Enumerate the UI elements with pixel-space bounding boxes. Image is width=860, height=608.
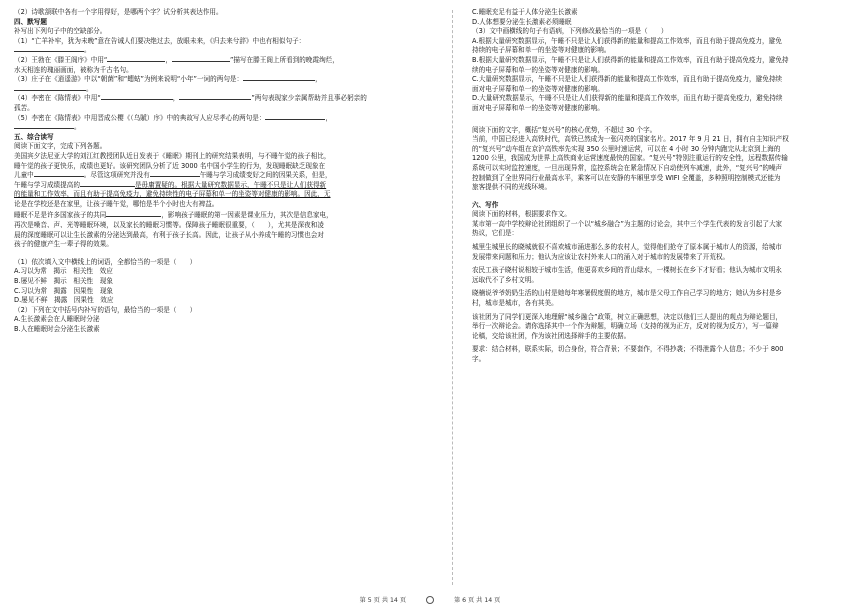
dictation-4-cont: 孤苦。: [14, 103, 34, 112]
right-page: [472, 8, 844, 365]
summary-task: 阅读下面的文字，概括“复兴号”的核心优势，不超过 30 个字。: [472, 125, 657, 134]
blank[interactable]: [14, 51, 84, 52]
dictation-1: （1）“亡羊补牢，犹为未晚”意在告诫人们要决绝过去，放眼未来，《归去来兮辞》中也有相似句子：: [14, 36, 306, 45]
section-6-heading: 六、写作: [472, 200, 499, 209]
option[interactable]: D.大量研究数据显示，午睡不只是让人们获得新的能量和提高工作效率，而且有助于提高免疫力，避免持续 面对电子屏幕和单一的坐姿等对健康的影响。: [472, 94, 783, 112]
blank[interactable]: [80, 186, 135, 187]
blank[interactable]: [34, 176, 84, 177]
writing-intro: 阅读下面的材料，根据要求作文。: [472, 210, 571, 219]
option[interactable]: B.根据大量研究数据显示，午睡不只是让人们获得新的能量和提高工作效率，而且有助于提高免疫力，避免持 续的电子屏幕和单一的坐姿等对健康的影响。: [472, 55, 789, 74]
blank[interactable]: [172, 61, 230, 62]
writing-material: 某市第一高中学校辩论社团组织了一个以“城乡融合”为主题的讨论会，其中三个学生代表的发言引起了大家 热议，它们是：: [472, 219, 783, 238]
question-2: （2）下列在文中括号内补写的语句，最恰当的一项是（ ）: [14, 305, 197, 314]
option[interactable]: A.生长激素会在人睡眠时分泌: [14, 315, 100, 324]
option[interactable]: A.根据大量研究数据显示，午睡不只是让人们获得新的能量和提高工作效率，而且有助于提高免疫力，避免 持续的电子屏幕和单一的坐姿等对健康的影响。: [472, 36, 782, 55]
circle-icon: [426, 596, 434, 604]
page-number-right: 第 6 页 共 14 页: [453, 597, 501, 604]
speaker-3: 晓楠说爷爷奶奶生活的山村是她每年寒暑假度假的地方，城市是父母工作自己学习的地方；她认为乡村是乡 村，城市是城市，各有其美。: [472, 289, 782, 308]
dictation-3: （3）庄子在《逍遥游》中以“朝菌”和“蟪蛄”为例来说明“小年”一词的两句是： ，: [14, 75, 322, 84]
option[interactable]: D.人体想要分泌生长激素必须睡眠: [472, 17, 572, 26]
debate-task: 该社团为了同学们更深入地理解“城乡融合”政策，树立正确思想，决定以他们三人提出的观点为辩论题目， 举行一次辩论会。请你选择其中一个作为辩题，明确立场（支持的视为正方，反对的视为反方），写一篇辩 论稿，交给该社团，作为该社团选择辩手的主要依据。: [472, 312, 783, 340]
option[interactable]: C.睡眠充足有益于人体分泌生长激素: [472, 8, 578, 16]
dictation-4: （4）李密在《陈情表》中用“ ， ”两句表现家少亲属帮助并且事必躬亲的: [14, 94, 367, 103]
poem-question-2: （2）诗歌颔联中各有一个字用得好，是哪两个字？试分析其表达作用。: [14, 8, 223, 16]
writing-requirements: 要求：结合材料，联系实际，切合身份，符合背景；不要套作，不得抄袭；不得泄露个人信息；不少于 800 字。: [472, 345, 784, 363]
blank[interactable]: [14, 90, 86, 91]
fuxing-passage: 当前，中国已经进入高铁时代，高铁已然成为一张闪亮的国家名片。2017 年 9 月 21 日，拥有自主知识产权 的“复兴号”动车组在京沪高铁率先实现 350 公里时速运营，可以在 4 小时 30 分钟内跑完从北京到上海的 1200 公里，我国成为世界上高铁商业运营速度最快的国家。“复兴号”特别注重运行的安全性，远程数据传输 系统可以实时监控速度，一旦出现异常，监控系统会在紧急情况下自动使列车减速，此外，“复兴号”的噪声 控制做到了全世界同行业最高水平，乘客可以在安静的车厢里享受 WIFI 全覆盖，多种照明控制模式还能为 旅客提供不同的光线环境。: [472, 135, 789, 192]
section-4-heading: 四、默写题: [14, 17, 47, 26]
passage-paragraph-1: 美国宾夕法尼亚大学的刘江红教授团队近日发表于《睡眠》期刊上的研究结果表明，与不睡午觉的孩子相比， 睡午觉的孩子更快乐，成绩也更好。该研究团队分析了近 3000 名中国小学生的行为，发现睡眠缺乏现象在 儿童中 。尽管这项研究并没有 午睡与学习成绩变好之间的因果关系，但是， 午睡与学习成绩提高的 是毋庸置疑的。根据大量研究数据显示，午睡不只是让人们获得新 的能量和工作效率，而且有助于提高免疫力，避免持续性的电子屏幕和单一的坐姿等对健康的影响。因此，无 论是在学校还是在家里，让孩子睡午觉，哪怕是半个小时也大有裨益。: [14, 151, 332, 208]
option[interactable]: B.屡见不鲜 揭示 相关性 现象: [14, 277, 113, 286]
reading-intro: 阅读下面文字，完成下列各题。: [14, 142, 107, 151]
blank[interactable]: [179, 99, 251, 100]
section-5-heading: 五、综合读写: [14, 132, 54, 141]
left-page: （2）诗歌颔联中各有一个字用得好，是哪两个字？试分析其表达作用。 四、默写题 补写出下列句子中的空缺部分。 （1）“亡羊补牢，犹为未晚”意在告诫人们要决绝过去，放眼未来，《归去来兮辞》中也有相似句子： 。 （2）王勃在《滕王阁序》中用“ ， ”描写在滕王阁上所看到的晚霞绚烂， 水天相连的瑰丽画面，被称为千古名句。 （3）庄子在《逍遥游》中以“朝菌”和“蟪蛄”为例来说明“小年”一词的两句是： ， 。 （4）李密在《陈情表》中用“ ， ”两句表现家少亲属帮助并且事必躬亲的 孤苦。 （5）李密在《陈情表》中用晋成公樱《（乌賦）序》中的典故写人应尽孝心的两句是： ， 。 五、综合读写 阅读下面文字，完成下列各题。 美国宾夕法尼亚大学的刘江红教授团队近日发表于《睡眠》期刊上的研究结果表明，与不睡午觉的孩子相比， 睡午觉的孩子更快乐，成绩也更好。该研究团队分析了近 3000 名中国小学生的行为，发现睡眠缺乏现象在 儿童中 。尽管这项研究并没有 午睡与学习成绩变好之间的因果关系，但是， 午睡与学习成绩提高的 是毋庸置疑的。根据大量研究数据显示，午睡不只是让人们获得新 的能量和工作效率，而且有助于提高免疫力，避免持续性的电子屏幕和单一的坐姿等对健康的影响。因此，无 论是在学校还是在家里，让孩子睡午觉，哪怕是半个小时也大有裨益。 睡眠不足是许多国家孩子的共同 ，影响孩子睡眠的第一因素是课业压力，其次是信息家电， 再次是噪音、声、光等睡眠环境，以及家长的睡眠习惯等。保障孩子睡眠很重要，（ ），尤其是深夜和凌 晨的深度睡眠可以让生长激素的分泌达到最高，有利于孩子长高。因此，让孩子从小养成午睡的习惯也会对 孩子的健康产生一辈子得的效果。 （1）依次填入文中横线上的词语，全都恰当的一项是（ ） A.习以为常 揭示 相关性 效应 B.屡见不鲜 揭示 相关性 现象 C.习以为常 揭露 因果性 现象 D.屡见不鲜 揭露 因果性 效应 （2）下列在文中括号内补写的语句，最恰当的一项是（ ） A.生长激素会在人睡眠时分泌 B.人在睡眠时会分泌生长激素: [14, 8, 434, 335]
page-footer: [0, 595, 860, 604]
blank[interactable]: [265, 119, 325, 120]
page-number-left: 第 5 页 共 14 页: [359, 597, 407, 604]
speaker-2: 农民工孩子晓村说相较于城市生活，他更喜欢乡间的青山绿水，一棵树长在乡下才好看；他认为城市文明永 远取代不了乡村文明。: [472, 266, 782, 284]
passage-paragraph-2: 睡眠不足是许多国家孩子的共同 ，影响孩子睡眠的第一因素是课业压力，其次是信息家电， 再次是噪音、声、光等睡眠环境，以及家长的睡眠习惯等。保障孩子睡眠很重要，（ ），尤其是深夜和凌 晨的深度睡眠可以让生长激素的分泌达到最高，有利于孩子长高。因此，让孩子从小养成午睡的习惯也会对 孩子的健康产生一辈子得的效果。: [14, 211, 333, 249]
option[interactable]: D.屡见不鲜 揭露 因果性 效应: [14, 296, 114, 305]
blank[interactable]: [150, 176, 200, 177]
blank[interactable]: [14, 128, 74, 129]
section-4-intro: 补写出下列句子中的空缺部分。: [14, 27, 107, 36]
dictation-2-cont: 水天相连的瑰丽画面，被称为千古名句。: [14, 65, 133, 74]
blank[interactable]: [107, 61, 165, 62]
option[interactable]: A.习以为常 揭示 相关性 效应: [14, 267, 113, 276]
option[interactable]: C.习以为常 揭露 因果性 现象: [14, 286, 114, 295]
option[interactable]: B.人在睡眠时会分泌生长激素: [14, 325, 100, 333]
option[interactable]: C.大量研究数据显示，午睡不只是让人们获得新的能量和提高工作效率，而且有助于提高免疫力，避免持续 面对电子屏幕和单一的坐姿等对健康的影响。: [472, 75, 783, 93]
question-3: （3）文中画横线的句子有语病，下列修改最恰当的一项是（ ）: [472, 27, 668, 36]
question-1: （1）依次填入文中横线上的词语，全都恰当的一项是（ ）: [14, 257, 197, 266]
column-divider: [452, 10, 453, 585]
blank[interactable]: [101, 99, 173, 100]
dictation-5: （5）李密在《陈情表》中用晋成公樱《（乌賦）序》中的典故写人应尽孝心的两句是： ，: [14, 113, 333, 122]
blank[interactable]: [243, 80, 315, 81]
dictation-2: （2）王勃在《滕王阁序》中用“ ， ”描写在滕王阁上所看到的晚霞绚烂，: [14, 55, 339, 64]
speaker-1: 城里生城里长的晓城就很不喜欢城市涌进那么多的农村人，觉得他们抢夺了原本属于城市人的资源，给城市 发展带来问题和压力；他认为应该让农村外来人口的涌入对于城市的发展带来了开荒权。: [472, 243, 782, 261]
blank[interactable]: [106, 216, 161, 217]
